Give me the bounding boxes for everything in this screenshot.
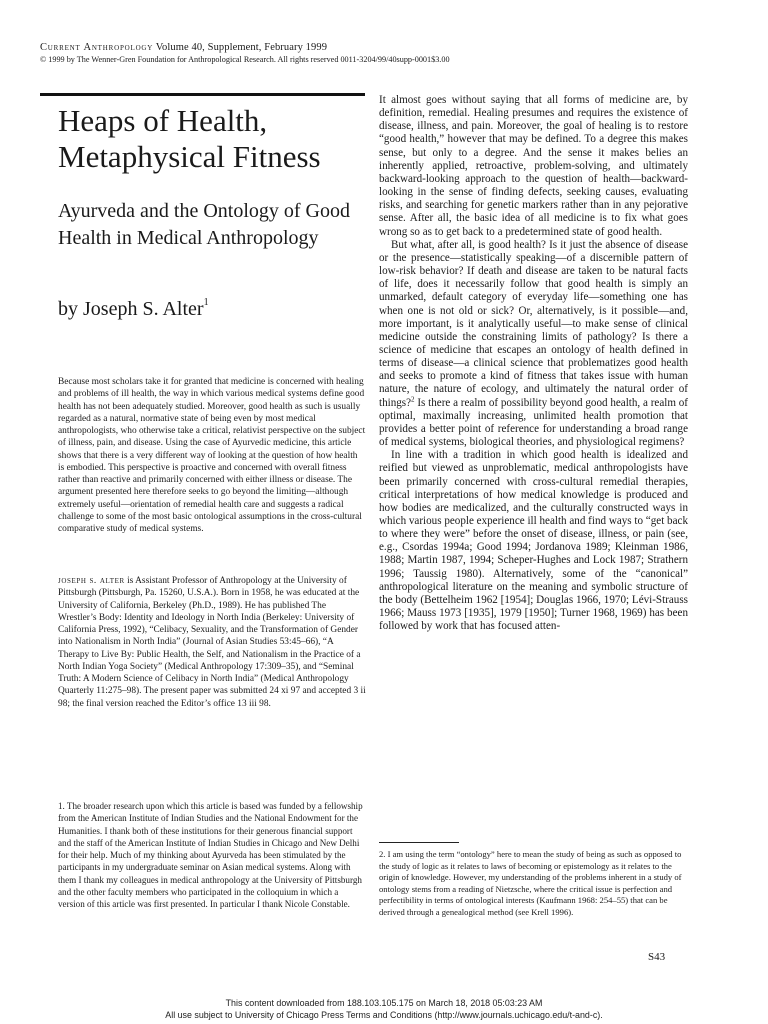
author-footnote-marker[interactable]: 1 xyxy=(203,297,209,308)
title-rule xyxy=(40,93,365,96)
copyright-line: © 1999 by The Wenner-Gren Foundation for Anthropological Research. All rights reserved 0011-3204/99/40supp-0001$3.00 xyxy=(40,55,450,64)
body-paragraph xyxy=(379,239,688,450)
bio-author-name: joseph s. alter xyxy=(58,576,125,586)
journal-header xyxy=(40,42,327,53)
bio-text: is Assistant Professor of Anthropology at the University of Pittsburgh (Pittsburgh, Pa. 15260, U.S.A.). Born in 1958, he was educated at the University of California, Berkeley (Ph.D., 1989). He has published The Wrestler’s Body: Identity and Ideology in North India (Berkeley: University of California Press, 1992), “Celibacy, Sexuality, and the Transformation of Gender into Nationalism in North India” (Journal of Asian Studies 53:45–66), “A Therapy to Live By: Public Health, the Self, and Nationalism in the Practice of a North Indian Yoga Society” (Medical Anthropology 17:309–35), and “Seminal Truth: A Modern Science of Celibacy in North India” (Medical Anthropology Quarterly 11:275–98). The present paper was submitted 24 xi 97 and accepted 3 ii 98; the final version reached the Editor’s office 13 iii 98. xyxy=(58,576,366,709)
body-paragraph-text: Is there a realm of possibility beyond good health, a realm of optimal, maximally increasing, unlimited health promotion that provides a better point of reference for understanding a broad range of medical systems, biological theories, and physiological regimens? xyxy=(379,396,688,449)
article-subtitle: Ayurveda and the Ontology of Good Health in Medical Anthropology xyxy=(58,200,350,249)
page-number: S43 xyxy=(648,951,666,963)
footnote-marker[interactable]: 2 xyxy=(411,394,415,403)
body-paragraph-text: But what, after all, is good health? Is it just the absence of disease or the presence—statistically speaking—of a discernible pattern of low-risk behavior? If death and disease are taken to be natural facts of life, does it necessarily follow that good health is simply an unmarked, default category of everyday life—something one has when one is not old or sick? Or, alternatively, is it possible—and, more important, is it analytically useful—to make sense of clinical medicine outside the constraining limits of pathology? Is there a science of medicine that escapes an ontology of health defined in terms of disease—a clinical science that problematizes good health and seeks to promote a kind of fitness that takes issue with human nature, the nature of ecology, and ultimately the natural order of things? xyxy=(379,238,688,409)
body-paragraph: In line with a tradition in which good health is idealized and reified but viewed as unproblematic, medical anthropologists have been primarily concerned with cross-cultural remedial therapies, critical interpretations of how medical knowledge is produced and how bodies are medicalized, and the culturally constructed ways in which various people experience ill health and find ways to “get back to where they were” before the onset of disease, illness, or pain (see, e.g., Csordas 1994a; Good 1994; Jordanova 1989; Kleinman 1986, 1988; Martin 1987, 1994; Scheper-Hughes and Lock 1987; Strathern 1996; Taussig 1980). Alternatively, some of the “canonical” anthropological literature on the meaning and symbolic structure of the body (Bettelheim 1962 [1954]; Douglas 1966, 1970; Lévi-Strauss 1966; Mauss 1973 [1935], 1979 [1950]; Turner 1968, 1969) has been followed by work that has focused atten- xyxy=(379,449,688,633)
journal-issue: Volume 40, Supplement, February 1999 xyxy=(155,42,328,53)
author-bio xyxy=(58,575,366,710)
download-notice xyxy=(0,998,768,1021)
journal-name: Current Anthropology xyxy=(40,42,154,53)
article-title: Heaps of Health, Metaphysical Fitness xyxy=(58,103,321,174)
author-name: by Joseph S. Alter xyxy=(58,298,204,320)
author-byline xyxy=(58,298,209,321)
footnote-1: 1. The broader research upon which this article is based was funded by a fellowship from the American Institute of Indian Studies and the National Endowment for the Humanities. I thank both of these institutions for their generous financial support and the staff of the American Institute of Indian Studies in Chicago and New Delhi for their help. Much of my thinking about Ayurveda has been stimulated by the participants in my undergraduate seminar on Asian medical systems. Along with them I thank my colleagues in medical anthropology at the University of Pittsburgh and the other faculty members who participated in the colloquium in which a version of this article was first presented. In particular I thank Nicole Constable. xyxy=(58,801,363,910)
terms-link[interactable]: All use subject to University of Chicago Press Terms and Conditions (http://www.journals.uchicago.edu/t-and-c). xyxy=(165,1009,603,1020)
body-paragraph: It almost goes without saying that all forms of medicine are, by definition, remedial. Healing presumes and requires the existence of disease, illness, and pain. Moreover, the goal of healing is to restore “good health,” however that may be defined. To a degree this makes sense, but only to a degree. And the sense it makes belies an inherently applied, retroactive, problem-solving, and ultimately backward-looking approach to the question of health—backward-looking in the sense of finding defects, seeking causes, evaluating risks, and searching for genetic markers rather than in any pejorative sense. After all, the basic idea of all medicine is to fix what goes wrong so as to get back to a predetermined state of good health. xyxy=(379,94,688,238)
footnote-2: 2. I am using the term “ontology” here to mean the study of being as such as opposed to the study of logic as it relates to laws of becoming or epistemology as it relates to the origin of knowledge. However, my understanding of the problems inherent in a study of ontology stems from a reading of Nietzsche, where the critical issue is perfection and perfectibility in terms of ontological interests (Kaufmann 1968: 254–55) that can be derived through a genealogical method (see Krell 1996). xyxy=(379,849,682,917)
download-notice-line: This content downloaded from 188.103.105.175 on March 18, 2018 05:03:23 AM xyxy=(225,998,543,1008)
footnote-rule xyxy=(379,842,459,843)
body-text xyxy=(379,94,688,633)
abstract: Because most scholars take it for granted that medicine is concerned with healing and problems of ill health, the way in which various medical systems define good health has not been adequately studied. Moreover, good health as such is usually regarded as a natural, normative state of being even by most medical anthropologists, who otherwise take a critical, relativist perspective on the subject of illness, pain, and disease. Using the case of Ayurvedic medicine, this article shows that there is a very different way of looking at the question of how health is embodied. This perspective is proactive and concerned with overall fitness rather than reactive and primarily concerned with either illness or disease. The argument presented here therefore seeks to go beyond the limiting—although extremely useful—orientation of remedial health care and suggests a radical challenge to some of the most basic ontological assumptions in the cross-cultural comparative study of medical systems. xyxy=(58,377,366,534)
